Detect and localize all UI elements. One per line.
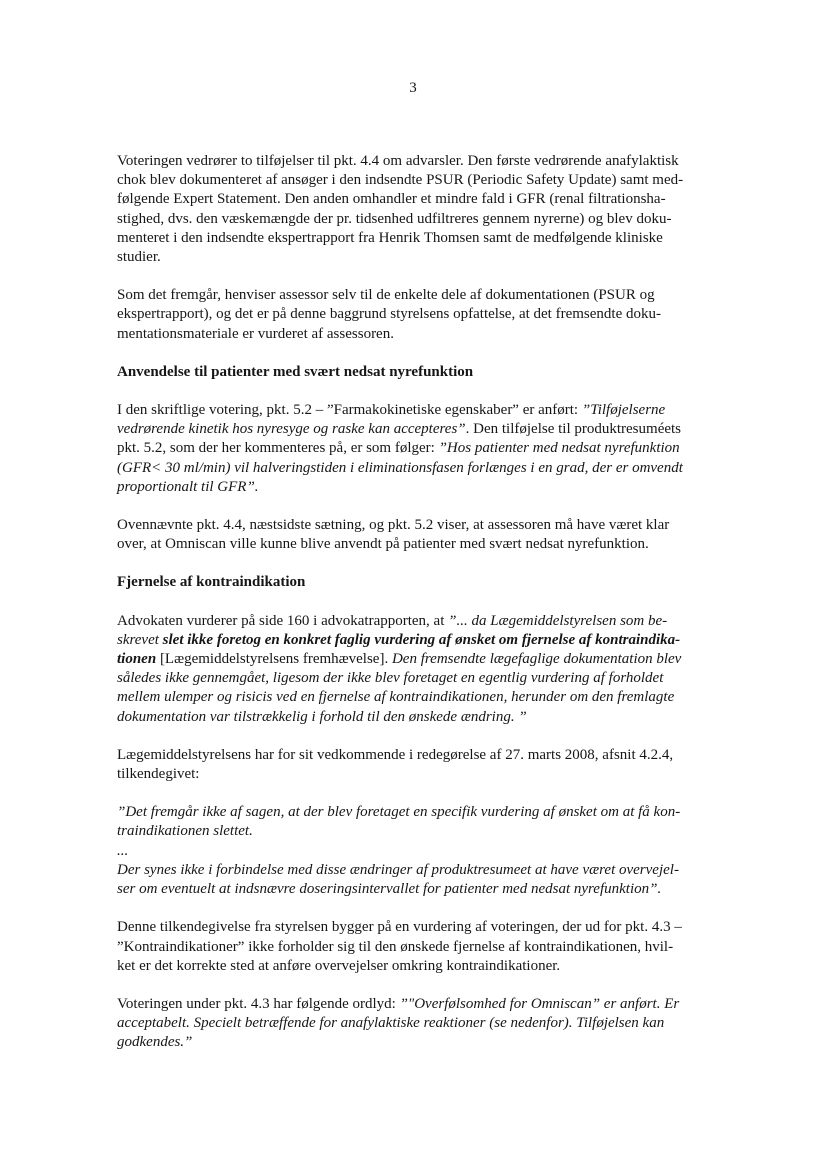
paragraph-voting-additions xyxy=(117,152,717,267)
italic-quote: Der synes ikke i forbindelse med disse ændringer af produktresumeet at have været overvejel- xyxy=(117,861,679,878)
text-line xyxy=(117,650,717,669)
text-line xyxy=(117,995,717,1014)
text-line: følgende Expert Statement. Den anden omhandler et mindre fald i GFR (renal filtrationsha- xyxy=(117,191,666,208)
text-line xyxy=(117,708,717,727)
ellipsis: ... xyxy=(117,842,129,859)
paragraph-agency-statement xyxy=(117,746,717,784)
paragraph-written-voting xyxy=(117,401,717,497)
text-line xyxy=(117,803,717,822)
text-line xyxy=(117,439,717,458)
italic-quote: traindikationen slettet. xyxy=(117,823,253,840)
text-line xyxy=(117,612,717,631)
text-line: Voteringen vedrører to tilføjelser til pkt. 4.4 om advarsler. Den første vedrørende anafylaktisk xyxy=(117,153,679,169)
text-line: studier. xyxy=(117,249,161,266)
italic-quote: proportionalt til GFR”. xyxy=(117,478,259,495)
quote-agency-statement xyxy=(117,803,717,899)
italic-quote: ”"Overfølsomhed for Omniscan” er anført. Er xyxy=(399,995,680,1012)
text-line xyxy=(117,842,717,861)
text-segment: [Lægemiddelstyrelsens fremhævelse]. xyxy=(156,651,392,668)
paragraph-voting-wording xyxy=(117,995,717,1053)
text-line xyxy=(117,401,717,420)
italic-quote: (GFR< 30 ml/min) vil halveringstiden i eliminationsfasen forlænges i en grad, der er omvendt xyxy=(117,459,683,476)
italic-quote: godkendes.” xyxy=(117,1034,193,1051)
paragraph-assessor-awareness xyxy=(117,516,717,554)
text-line: chok blev dokumenteret af ansøger i den indsendte PSUR (Periodic Safety Update) samt med- xyxy=(117,172,684,189)
text-line: over, at Omniscan ville kunne blive anvendt på patienter med svært nedsat nyrefunktion. xyxy=(117,536,649,553)
italic-quote: mellem ulemper og risicis ved en fjernelse af kontraindikationen, herunder om den fremlagte xyxy=(117,689,675,706)
text-line: Lægemiddelstyrelsens har for sit vedkommende i redegørelse af 27. marts 2008, afsnit 4.2.4, xyxy=(117,746,674,763)
italic-quote: Den fremsendte lægefaglige dokumentation blev xyxy=(391,651,682,668)
text-line: Som det fremgår, henviser assessor selv til de enkelte dele af dokumentationen (PSUR og xyxy=(117,287,655,304)
text-line: Ovennævnte pkt. 4.4, næstsidste sætning, og pkt. 5.2 viser, at assessoren må have været klar xyxy=(117,517,670,534)
text-line: stighed, dvs. den væskemængde der pr. tidsenhed udfiltreres gennem nyrerne) og blev doku- xyxy=(117,210,672,227)
text-line: tilkendegivet: xyxy=(117,766,200,783)
section-heading-contraindication-removal: Fjernelse af kontraindikation xyxy=(117,574,306,591)
text-line xyxy=(117,669,717,688)
document-body xyxy=(117,152,717,1072)
text-line xyxy=(117,478,717,497)
italic-quote: ”Hos patienter med nedsat nyrefunktion xyxy=(438,440,680,457)
text-line xyxy=(117,1014,717,1033)
text-line: ”Kontraindikationer” ikke forholder sig til den ønskede fjernelse af kontraindikationen, hvil- xyxy=(117,938,674,955)
italic-quote: dokumentation var tilstrækkelig i forhold til den ønskede ændring. ” xyxy=(117,708,527,725)
italic-quote: vedrørende kinetik hos nyresyge og raske kan accepteres” xyxy=(117,421,466,438)
text-segment: pkt. 5.2, som der her kommenteres på, er som følger: xyxy=(117,440,439,457)
text-line xyxy=(117,459,717,478)
paragraph-assessor-reference xyxy=(117,286,717,344)
italic-quote: ”... da Lægemiddelstyrelsen som be- xyxy=(448,612,668,629)
paragraph-lawyer-assessment xyxy=(117,612,717,727)
text-segment: I den skriftlige votering, pkt. 5.2 – ”Farmakokinetiske egenskaber” er anført: xyxy=(117,402,582,419)
italic-quote: ”Tilføjelserne xyxy=(581,402,666,419)
italic-quote: acceptabelt. Specielt betræffende for anafylaktiske reaktioner (se nedenfor). Tilføjelsen kan xyxy=(117,1015,665,1032)
bold-italic-emphasis: tionen xyxy=(117,651,157,668)
bold-italic-emphasis: slet ikke foretog en konkret faglig vurdering af ønsket om fjernelse af kontraindika- xyxy=(162,631,681,648)
text-line xyxy=(117,420,717,439)
text-line xyxy=(117,861,717,880)
text-line: mentationsmateriale er vurderet af assessoren. xyxy=(117,325,394,342)
italic-quote: skrevet xyxy=(117,631,163,648)
section-heading-renal-use: Anvendelse til patienter med svært nedsat nyrefunktion xyxy=(117,363,474,380)
text-line xyxy=(117,631,717,650)
text-line: menteret i den indsendte ekspertrapport fra Henrik Thomsen samt de medfølgende kliniske xyxy=(117,229,663,246)
text-line xyxy=(117,822,717,841)
paragraph-voting-basis xyxy=(117,918,717,976)
text-line: ket er det korrekte sted at anføre overvejelser omkring kontraindikationer. xyxy=(117,957,561,974)
italic-quote: således ikke gennemgået, ligesom der ikke blev foretaget en egentlig vurdering af forholdet xyxy=(117,670,664,687)
text-line xyxy=(117,688,717,707)
page-number: 3 xyxy=(409,80,417,96)
text-line xyxy=(117,1033,717,1052)
text-segment: Advokaten vurderer på side 160 i advokatrapporten, at xyxy=(117,612,449,629)
italic-quote: ser om eventuelt at indsnævre doseringsintervallet for patienter med nedsat nyrefunktion”. xyxy=(117,881,662,898)
text-line: ekspertrapport), og det er på denne baggrund styrelsens opfattelse, at det fremsendte doku- xyxy=(117,306,661,323)
text-segment: Voteringen under pkt. 4.3 har følgende ordlyd: xyxy=(117,995,400,1012)
italic-quote: ”Det fremgår ikke af sagen, at der blev foretaget en specifik vurdering af ønsket om at få kon- xyxy=(117,804,681,821)
text-segment: . Den tilføjelse til produktresuméets xyxy=(465,421,682,438)
text-line xyxy=(117,880,717,899)
text-line: Denne tilkendegivelse fra styrelsen bygger på en vurdering af voteringen, der ud for pkt. 4.3 – xyxy=(117,919,682,936)
